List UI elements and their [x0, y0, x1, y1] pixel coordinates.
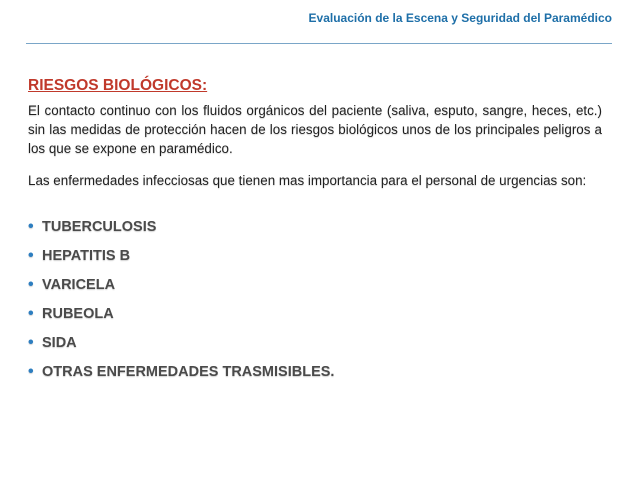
list-item-label: HEPATITIS B	[42, 247, 131, 264]
list-item-label: TUBERCULOSIS	[42, 218, 157, 235]
list-item	[28, 299, 602, 328]
bullet-icon: •	[28, 333, 34, 351]
bullet-icon: •	[28, 275, 34, 293]
bullet-icon: •	[28, 217, 34, 235]
list-item-label: SIDA	[42, 334, 77, 351]
bullet-icon: •	[28, 362, 34, 380]
bullet-icon: •	[28, 246, 34, 264]
slide-header: Evaluación de la Escena y Seguridad del Paramédico	[308, 11, 612, 25]
list-item	[28, 328, 602, 357]
diseases-intro-paragraph: Las enfermedades infecciosas que tienen mas importancia para el personal de urgencias son:	[28, 173, 587, 188]
list-item-label: OTRAS ENFERMEDADES TRASMISIBLES.	[42, 363, 335, 380]
bullet-icon: •	[28, 304, 34, 322]
disease-list	[28, 212, 602, 386]
list-item-label: VARICELA	[42, 276, 116, 293]
header-divider	[26, 43, 612, 44]
list-item	[28, 357, 602, 386]
list-item	[28, 270, 602, 299]
intro-paragraph: El contacto continuo con los fluidos orgánicos del paciente (saliva, esputo, sangre, heces, etc.) sin las medidas de protección hacen de los riesgos biológicos unos de los principales peligros a los que se expone en paramédico.	[28, 103, 602, 156]
list-item	[28, 212, 602, 241]
list-item-label: RUBEOLA	[42, 305, 114, 322]
section-title: RIESGOS BIOLÓGICOS:	[28, 77, 208, 94]
list-item	[28, 241, 602, 270]
slide-content	[28, 77, 602, 386]
